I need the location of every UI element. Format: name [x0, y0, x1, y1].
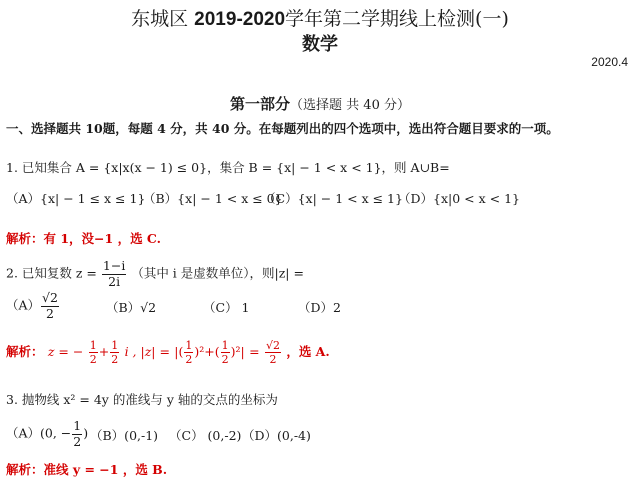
- title-rest: 学年第二学期线上检测(一): [285, 8, 509, 30]
- district: 东城区: [131, 8, 189, 30]
- q3-option-a-num: 1: [73, 418, 82, 433]
- part-title: 第一部分: [230, 95, 291, 113]
- q1-option-c: （C）{x| − 1 < x ≤ 1}: [263, 191, 403, 206]
- part-note: （选择题 共 40 分）: [290, 98, 410, 113]
- q2-answer-frac-2: [110, 340, 119, 365]
- q2-fraction-denominator: 2i: [108, 273, 121, 289]
- q2-answer-frac-4-num: 1: [221, 339, 229, 352]
- exam-date: 2020.4: [591, 55, 628, 69]
- part-heading: [0, 93, 640, 114]
- q2-answer-frac-2-den: 2: [111, 353, 119, 366]
- q2-option-a-label: （A）: [6, 297, 41, 313]
- q2-stem-prefix: 2. 已知复数 z =: [6, 265, 97, 281]
- q3-option-a: [6, 420, 88, 448]
- q1-option-d: （D）{x|0 < x < 1}: [398, 191, 520, 206]
- q3-option-c: （C） (0,-2): [169, 428, 242, 443]
- question-3-stem: 3. 抛物线 x² = 4y 的准线与 y 轴的交点的坐标为: [6, 392, 278, 407]
- q2-answer-plus: +: [98, 344, 110, 359]
- q2-answer-frac-2-num: 1: [111, 339, 119, 352]
- q2-answer-frac-4: [221, 340, 230, 365]
- q2-option-a-num: √2: [42, 290, 58, 305]
- q3-option-d: （D）(0,-4): [242, 428, 311, 443]
- q2-answer-label: 解析：: [6, 344, 44, 359]
- q2-fraction: [102, 260, 126, 288]
- q2-option-c: （C） 1: [203, 300, 250, 315]
- exam-title: [0, 4, 640, 31]
- q2-answer-frac-1: [89, 340, 98, 365]
- q2-answer-frac-5-num: √2: [265, 339, 280, 352]
- question-1-stem: 1. 已知集合 A = {x|x(x − 1) ≤ 0}，集合 B = {x| − 1 < x < 1}，则 A∪B=: [6, 160, 450, 175]
- school-year: 2019-2020: [194, 9, 286, 30]
- q2-option-b: （B）√2: [106, 300, 157, 315]
- q2-answer-expr-2: i , |z| =: [124, 344, 170, 359]
- q2-option-a-fraction: [41, 292, 59, 320]
- q2-answer-frac-3: [184, 340, 193, 365]
- q2-answer-choice: ，选 A.: [286, 344, 330, 359]
- q3-option-b: （B）(0,-1): [90, 428, 159, 443]
- q2-answer-frac-3-den: 2: [185, 353, 193, 366]
- q2-answer-frac-3-num: 1: [185, 339, 193, 352]
- q1-option-a: （A）{x| − 1 ≤ x ≤ 1}: [6, 191, 146, 206]
- q2-answer-sq-1: )²+(: [194, 344, 220, 359]
- q3-answer: 解析：准线 y = −1 ，选 B.: [6, 462, 168, 477]
- q2-answer-frac-1-den: 2: [89, 353, 97, 366]
- q2-option-d: （D）2: [298, 300, 341, 315]
- q1-option-b: （B）{x| − 1 < x ≤ 0}: [143, 191, 283, 206]
- q3-option-a-fraction: [72, 420, 82, 448]
- question-2-stem: [6, 260, 304, 288]
- q2-fraction-numerator: 1−i: [102, 258, 126, 273]
- q3-option-a-label: （A）(0, −: [6, 425, 72, 441]
- q2-answer-equals: =: [249, 344, 260, 359]
- q2-answer-expr-1: z = −: [47, 344, 84, 359]
- q2-option-a: [6, 292, 60, 320]
- subject-title: 数学: [302, 34, 338, 55]
- q1-answer: 解析：有 1，没−1 ，选 C.: [6, 231, 162, 246]
- q2-answer-sqrt-open: |(: [174, 344, 184, 359]
- q2-stem-suffix: （其中 i 是虚数单位），则|z| =: [131, 265, 304, 281]
- q3-option-a-den: 2: [73, 433, 82, 449]
- section-instructions: 一、选择题共 10题，每题 4 分，共 40 分。在每题列出的四个选项中，选出符合题目要求的一项。: [6, 121, 559, 136]
- q2-answer-frac-4-den: 2: [221, 353, 229, 366]
- q2-answer: [6, 340, 330, 365]
- q3-option-a-close: ): [83, 425, 89, 441]
- q2-answer-sq-2: )²|: [230, 344, 245, 359]
- q2-option-a-den: 2: [46, 305, 54, 321]
- q2-answer-frac-5: [265, 340, 281, 365]
- q2-answer-frac-1-num: 1: [89, 339, 97, 352]
- q2-answer-frac-5-den: 2: [269, 353, 277, 366]
